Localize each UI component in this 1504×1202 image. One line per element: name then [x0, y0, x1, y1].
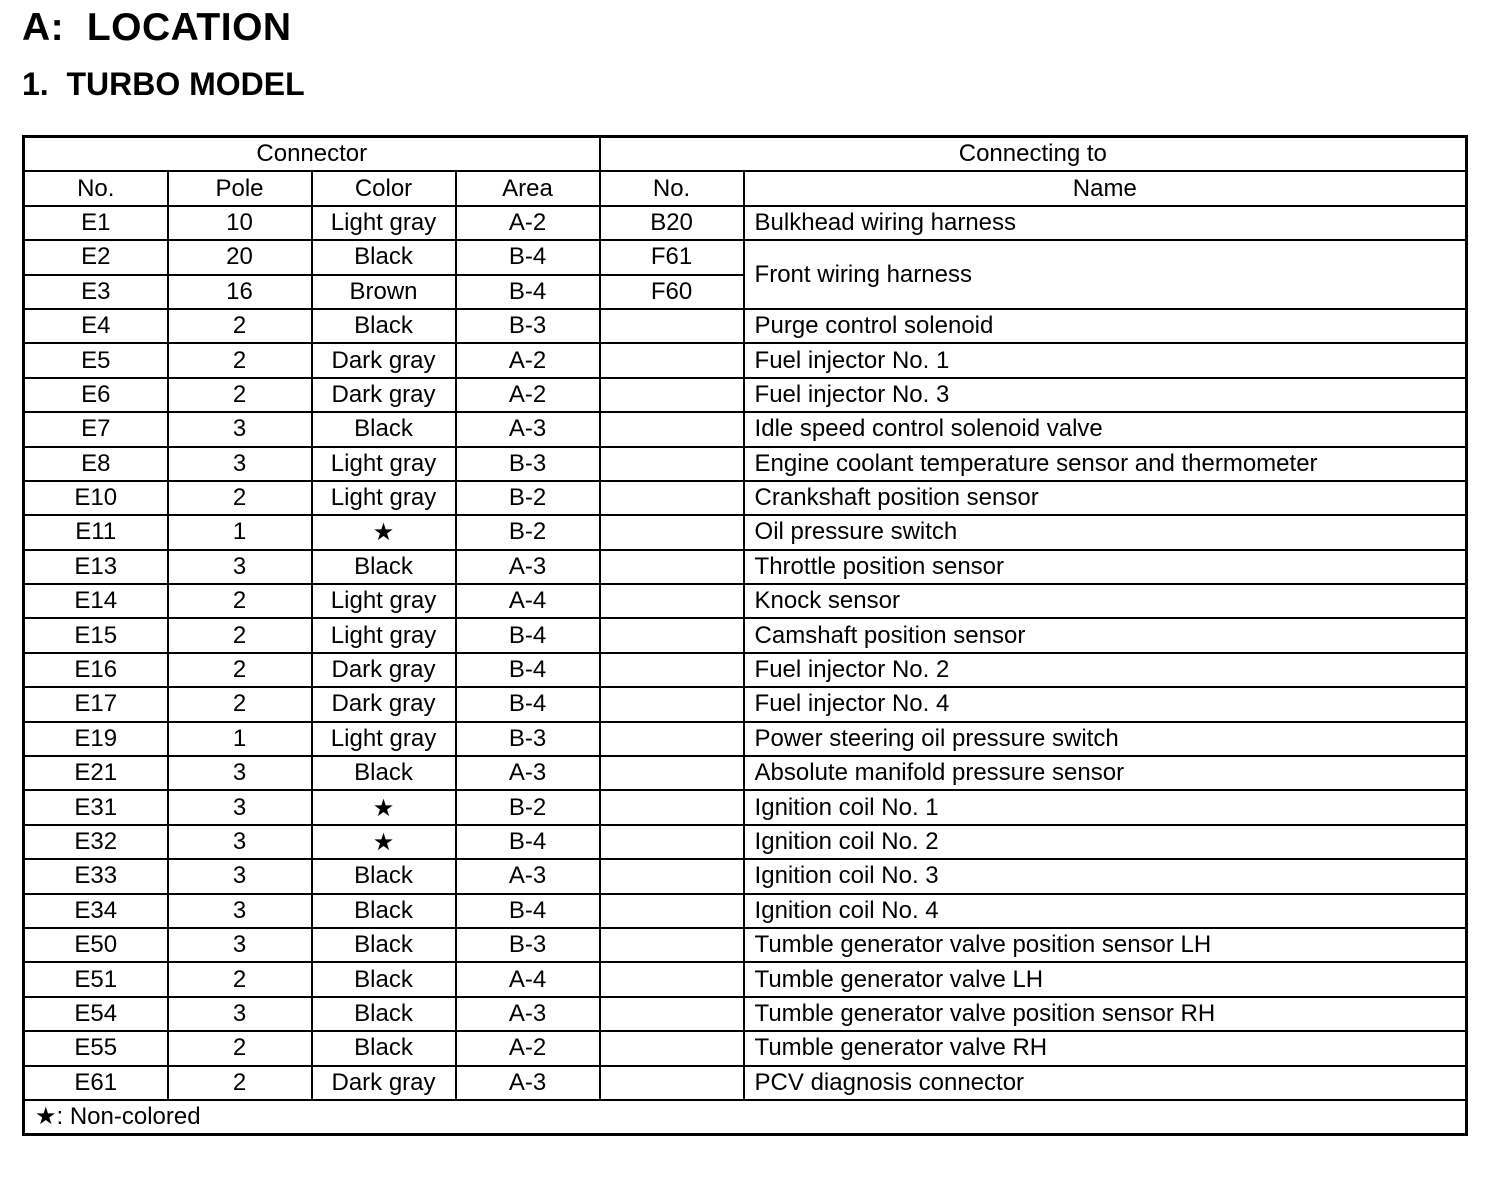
table-row	[24, 825, 1467, 859]
cell-pole: 2	[168, 618, 312, 652]
cell-pole: 2	[168, 309, 312, 343]
cell-to-no	[600, 790, 744, 824]
cell-color: Dark gray	[312, 1066, 456, 1100]
cell-area: B-2	[456, 790, 600, 824]
cell-area: B-3	[456, 447, 600, 481]
cell-pole: 3	[168, 825, 312, 859]
cell-no: E2	[24, 240, 168, 274]
cell-name: Fuel injector No. 2	[744, 653, 1467, 687]
footnote-row	[24, 1100, 1467, 1135]
cell-no: E21	[24, 756, 168, 790]
cell-pole: 3	[168, 894, 312, 928]
cell-to-no	[600, 343, 744, 377]
cell-name: Ignition coil No. 3	[744, 859, 1467, 893]
cell-no: E51	[24, 962, 168, 996]
cell-name: Oil pressure switch	[744, 515, 1467, 549]
cell-color: Dark gray	[312, 378, 456, 412]
cell-to-no: B20	[600, 206, 744, 240]
cell-pole: 2	[168, 1031, 312, 1065]
cell-no: E5	[24, 343, 168, 377]
table-row	[24, 722, 1467, 756]
cell-name: Absolute manifold pressure sensor	[744, 756, 1467, 790]
cell-name: Power steering oil pressure switch	[744, 722, 1467, 756]
cell-color: Black	[312, 928, 456, 962]
cell-to-no	[600, 378, 744, 412]
table-row	[24, 309, 1467, 343]
cell-color: Dark gray	[312, 343, 456, 377]
cell-color: Light gray	[312, 481, 456, 515]
cell-no: E61	[24, 1066, 168, 1100]
cell-to-no	[600, 825, 744, 859]
cell-name: Throttle position sensor	[744, 550, 1467, 584]
cell-area: B-3	[456, 309, 600, 343]
cell-to-no	[600, 997, 744, 1031]
cell-color: Light gray	[312, 722, 456, 756]
cell-to-no	[600, 515, 744, 549]
cell-no: E50	[24, 928, 168, 962]
cell-no: E55	[24, 1031, 168, 1065]
cell-name: Tumble generator valve position sensor LH	[744, 928, 1467, 962]
cell-no: E7	[24, 412, 168, 446]
cell-color: Black	[312, 240, 456, 274]
cell-to-no	[600, 481, 744, 515]
table-row	[24, 928, 1467, 962]
column-header-no: No.	[24, 171, 168, 205]
cell-area: B-4	[456, 618, 600, 652]
cell-area: B-2	[456, 515, 600, 549]
cell-no: E6	[24, 378, 168, 412]
cell-color: Light gray	[312, 618, 456, 652]
column-header-color: Color	[312, 171, 456, 205]
cell-color: Black	[312, 756, 456, 790]
cell-pole: 2	[168, 653, 312, 687]
cell-area: A-4	[456, 584, 600, 618]
cell-to-no	[600, 447, 744, 481]
cell-color: Brown	[312, 275, 456, 309]
cell-to-no	[600, 618, 744, 652]
cell-name: Camshaft position sensor	[744, 618, 1467, 652]
cell-area: A-2	[456, 378, 600, 412]
table-row	[24, 378, 1467, 412]
cell-area: A-3	[456, 997, 600, 1031]
cell-name: Fuel injector No. 4	[744, 687, 1467, 721]
cell-name: Crankshaft position sensor	[744, 481, 1467, 515]
cell-no: E11	[24, 515, 168, 549]
cell-pole: 3	[168, 859, 312, 893]
cell-area: B-4	[456, 894, 600, 928]
cell-no: E13	[24, 550, 168, 584]
connecting-to-group-header: Connecting to	[600, 137, 1467, 172]
cell-area: B-4	[456, 653, 600, 687]
table-row	[24, 790, 1467, 824]
cell-to-no	[600, 1031, 744, 1065]
table-row	[24, 1066, 1467, 1100]
cell-no: E33	[24, 859, 168, 893]
cell-pole: 2	[168, 1066, 312, 1100]
cell-color: Light gray	[312, 447, 456, 481]
cell-color: Black	[312, 412, 456, 446]
cell-pole: 3	[168, 447, 312, 481]
cell-name: Knock sensor	[744, 584, 1467, 618]
cell-color: ★	[312, 790, 456, 824]
cell-area: A-3	[456, 859, 600, 893]
cell-no: E10	[24, 481, 168, 515]
cell-to-no	[600, 653, 744, 687]
column-header-name: Name	[744, 171, 1467, 205]
cell-to-no	[600, 756, 744, 790]
cell-pole: 3	[168, 928, 312, 962]
group-header-row	[24, 137, 1467, 172]
cell-area: A-2	[456, 1031, 600, 1065]
cell-color: Black	[312, 859, 456, 893]
table-row	[24, 481, 1467, 515]
cell-pole: 2	[168, 584, 312, 618]
cell-to-no	[600, 687, 744, 721]
cell-name: Ignition coil No. 4	[744, 894, 1467, 928]
connector-table	[22, 135, 1468, 1136]
cell-to-no	[600, 412, 744, 446]
table-row	[24, 206, 1467, 240]
cell-to-no	[600, 962, 744, 996]
table-row	[24, 1031, 1467, 1065]
cell-color: Black	[312, 997, 456, 1031]
cell-pole: 2	[168, 343, 312, 377]
cell-pole: 3	[168, 550, 312, 584]
cell-color: Dark gray	[312, 687, 456, 721]
cell-color: Black	[312, 1031, 456, 1065]
cell-to-no	[600, 859, 744, 893]
table-row	[24, 515, 1467, 549]
cell-area: A-3	[456, 412, 600, 446]
cell-name: Engine coolant temperature sensor and thermometer	[744, 447, 1467, 481]
cell-no: E54	[24, 997, 168, 1031]
cell-no: E14	[24, 584, 168, 618]
cell-pole: 2	[168, 687, 312, 721]
cell-to-no: F61	[600, 240, 744, 274]
cell-name: Idle speed control solenoid valve	[744, 412, 1467, 446]
cell-no: E34	[24, 894, 168, 928]
cell-no: E1	[24, 206, 168, 240]
cell-name: Bulkhead wiring harness	[744, 206, 1467, 240]
table-row	[24, 756, 1467, 790]
table-row	[24, 447, 1467, 481]
cell-area: A-2	[456, 343, 600, 377]
cell-no: E17	[24, 687, 168, 721]
cell-color: Black	[312, 894, 456, 928]
cell-name: Purge control solenoid	[744, 309, 1467, 343]
cell-to-no	[600, 1066, 744, 1100]
table-row	[24, 343, 1467, 377]
cell-pole: 16	[168, 275, 312, 309]
cell-to-no	[600, 309, 744, 343]
footnote: ★: Non-colored	[24, 1100, 1467, 1135]
table-row	[24, 962, 1467, 996]
cell-no: E3	[24, 275, 168, 309]
cell-to-no	[600, 722, 744, 756]
cell-pole: 1	[168, 515, 312, 549]
cell-color: Black	[312, 962, 456, 996]
cell-name: PCV diagnosis connector	[744, 1066, 1467, 1100]
cell-to-no	[600, 550, 744, 584]
cell-name: Ignition coil No. 1	[744, 790, 1467, 824]
column-header-pole: Pole	[168, 171, 312, 205]
cell-to-no	[600, 928, 744, 962]
cell-to-no	[600, 584, 744, 618]
cell-no: E19	[24, 722, 168, 756]
column-header-area: Area	[456, 171, 600, 205]
table-row	[24, 618, 1467, 652]
table-row	[24, 240, 1467, 274]
cell-name: Tumble generator valve RH	[744, 1031, 1467, 1065]
cell-no: E32	[24, 825, 168, 859]
cell-area: B-3	[456, 722, 600, 756]
cell-name: Tumble generator valve position sensor RH	[744, 997, 1467, 1031]
cell-area: B-4	[456, 825, 600, 859]
table-row	[24, 412, 1467, 446]
cell-area: B-3	[456, 928, 600, 962]
cell-area: B-4	[456, 275, 600, 309]
cell-no: E4	[24, 309, 168, 343]
cell-color: Light gray	[312, 206, 456, 240]
cell-pole: 3	[168, 997, 312, 1031]
page-heading: A: LOCATION	[22, 6, 292, 49]
cell-color: Light gray	[312, 584, 456, 618]
cell-no: E15	[24, 618, 168, 652]
cell-name: Fuel injector No. 1	[744, 343, 1467, 377]
cell-no: E31	[24, 790, 168, 824]
cell-color: ★	[312, 515, 456, 549]
table-row	[24, 894, 1467, 928]
cell-pole: 2	[168, 481, 312, 515]
cell-color: Black	[312, 309, 456, 343]
cell-name: Fuel injector No. 3	[744, 378, 1467, 412]
cell-name: Front wiring harness	[744, 240, 1467, 309]
table-row	[24, 653, 1467, 687]
table-row	[24, 550, 1467, 584]
cell-area: A-2	[456, 206, 600, 240]
table-row	[24, 687, 1467, 721]
table-row	[24, 997, 1467, 1031]
cell-area: A-3	[456, 1066, 600, 1100]
cell-area: A-3	[456, 550, 600, 584]
cell-pole: 20	[168, 240, 312, 274]
table-row	[24, 859, 1467, 893]
cell-area: A-3	[456, 756, 600, 790]
table-row	[24, 584, 1467, 618]
cell-pole: 2	[168, 378, 312, 412]
cell-pole: 3	[168, 790, 312, 824]
cell-area: B-2	[456, 481, 600, 515]
cell-color: Dark gray	[312, 653, 456, 687]
column-header-to-no: No.	[600, 171, 744, 205]
cell-pole: 1	[168, 722, 312, 756]
connector-group-header: Connector	[24, 137, 600, 172]
cell-pole: 2	[168, 962, 312, 996]
cell-no: E16	[24, 653, 168, 687]
section-heading: 1. TURBO MODEL	[22, 66, 305, 102]
cell-name: Ignition coil No. 2	[744, 825, 1467, 859]
cell-pole: 10	[168, 206, 312, 240]
cell-color: ★	[312, 825, 456, 859]
table-body	[24, 206, 1467, 1100]
cell-pole: 3	[168, 412, 312, 446]
cell-no: E8	[24, 447, 168, 481]
cell-to-no	[600, 894, 744, 928]
cell-pole: 3	[168, 756, 312, 790]
cell-area: B-4	[456, 687, 600, 721]
cell-area: A-4	[456, 962, 600, 996]
cell-color: Black	[312, 550, 456, 584]
cell-to-no: F60	[600, 275, 744, 309]
cell-name: Tumble generator valve LH	[744, 962, 1467, 996]
cell-area: B-4	[456, 240, 600, 274]
column-header-row	[24, 171, 1467, 205]
